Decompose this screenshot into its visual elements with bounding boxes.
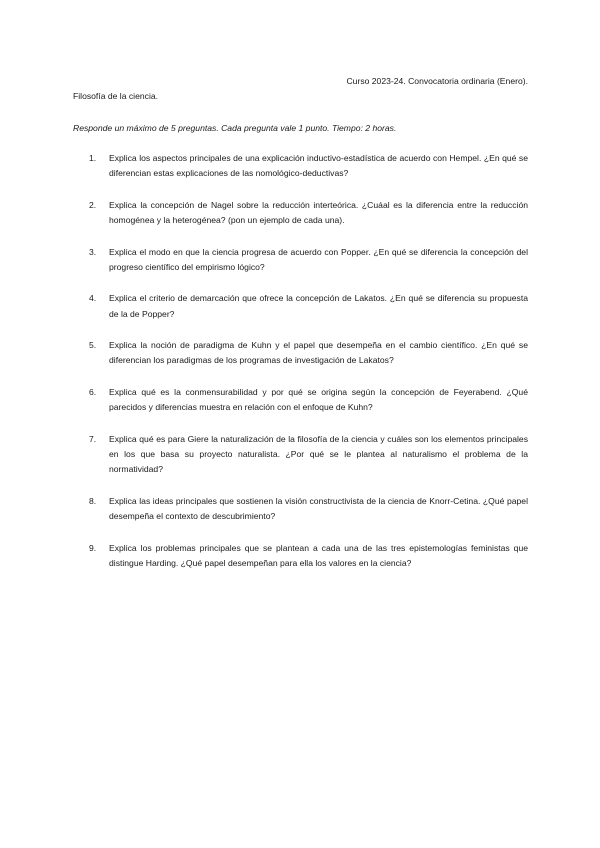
- question-number: 3.: [89, 246, 97, 257]
- question-number: 2.: [89, 199, 97, 210]
- question-item: [89, 291, 528, 321]
- question-number: 4.: [89, 293, 97, 304]
- question-text: Explica qué es para Giere la naturalización de la filosofía de la ciencia y cuáles son los elementos principales en los que basa su proyecto naturalista. ¿Por qué se le plantea al naturalismo el problema de la normatividad?: [109, 433, 528, 475]
- question-item: [89, 494, 528, 524]
- question-item: [89, 198, 528, 228]
- question-number: 8.: [89, 495, 97, 506]
- question-item: [89, 245, 528, 275]
- subject-title: Filosofía de la ciencia.: [73, 91, 159, 101]
- question-text: Explica qué es la conmensurabilidad y por qué se origina según la concepción de Feyerabend. ¿Qué parecidos y diferencias muestra en relación con el enfoque de Kuhn?: [109, 386, 528, 413]
- question-text: Explica las ideas principales que sostienen la visión constructivista de la ciencia de Knorr-Cetina. ¿Qué papel desempeña el contexto de descubrimiento?: [109, 495, 528, 521]
- question-number: 9.: [89, 542, 97, 553]
- question-item: [89, 385, 528, 415]
- question-item: [89, 151, 528, 181]
- course-header: Curso 2023-24. Convocatoria ordinaria (Enero).: [346, 76, 528, 86]
- question-number: 5.: [89, 340, 97, 351]
- exam-instructions: Responde un máximo de 5 preguntas. Cada pregunta vale 1 punto. Tiempo: 2 horas.: [73, 123, 397, 133]
- question-text: Explica los aspectos principales de una explicación inductivo-estadística de acuerdo con Hempel. ¿En qué se diferencian estas explicaciones de las nomológico-deductivas?: [109, 153, 528, 179]
- question-text: Explica la concepción de Nagel sobre la reducción interteórica. ¿Cuáal es la diferencia entre la reducción homogénea y la heterogénea? (pon un ejemplo de cada una).: [109, 199, 528, 225]
- question-text: Explica el modo en que la ciencia progresa de acuerdo con Popper. ¿En qué se diferencia la concepción del progreso científico del empirismo lógico?: [109, 246, 528, 272]
- question-text: Explica la noción de paradigma de Kuhn y el papel que desempeña en el cambio científico. ¿En qué se diferencian los paradigmas de los programas de investigación de Lakatos?: [109, 340, 528, 366]
- question-number: 7.: [89, 433, 97, 444]
- question-item: [89, 338, 528, 368]
- question-number: 6.: [89, 386, 97, 397]
- question-number: 1.: [89, 153, 97, 163]
- question-item: [89, 541, 528, 571]
- question-list: [89, 151, 528, 587]
- question-text: Explica el criterio de demarcación que ofrece la concepción de Lakatos. ¿En qué se diferencia su propuesta de la de Popper?: [109, 293, 528, 319]
- question-text: Explica los problemas principales que se plantean a cada una de las tres epistemologías feministas que distingue Harding. ¿Qué papel desempeñan para ella los valores en la ciencia?: [109, 542, 528, 568]
- question-item: [89, 432, 528, 478]
